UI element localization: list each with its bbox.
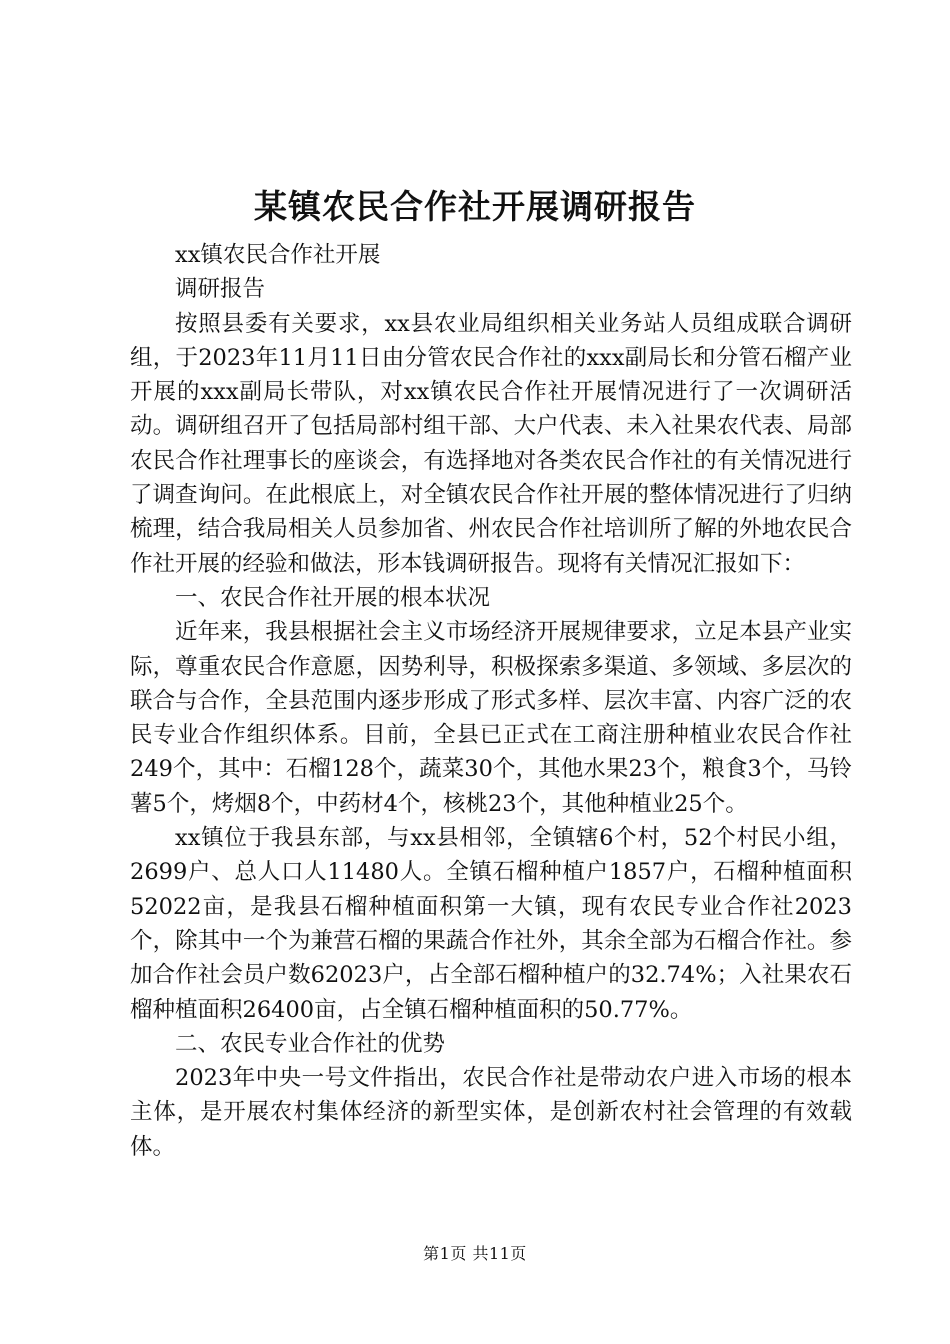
town-overview-paragraph: xx镇位于我县东部，与xx县相邻，全镇辖6个村，52个村民小组，2699户、总人口人11480人。全镇石榴种植户1857户，石榴种植面积52022亩，是我县石榴种植面积第一大镇，现有农民专业合作社2023个，除其中一个为兼营石榴的果蔬合作社外，其余全部为石榴合作社。参加合作社会员户数62023户，占全部石榴种植户的32.74%；入社果农石榴种植面积26400亩，占全镇石榴种植面积的50.77%。 bbox=[130, 825, 852, 1023]
section-heading-1: 一、农民合作社开展的根本状况 bbox=[175, 584, 491, 611]
document-title: 某镇农民合作社开展调研报告 bbox=[254, 187, 696, 226]
intro-paragraph: 按照县委有关要求，xx县农业局组织相关业务站人员组成联合调研组，于2023年11月11日由分管农民合作社的xxx副局长和分管石榴产业开展的xxx副局长带队，对xx镇农民合作社开展情况进行了一次调研活动。调研组召开了包括局部村组干部、大户代表、未入社果农代表、局部农民合作社理事长的座谈会，有选择地对各类农民合作社的有关情况进行了调查询问。在此根底上，对全镇农民合作社开展的整体情况进行了归纳梳理，结合我局相关人员参加省、州农民合作社培训所了解的外地农民合作社开展的经验和做法，形本钱调研报告。现将有关情况汇报如下： bbox=[130, 310, 852, 577]
document-body bbox=[130, 238, 852, 1164]
section-2-paragraph: 2023年中央一号文件指出，农民合作社是带动农户进入市场的根本主体，是开展农村集体经济的新型实体，是创新农村社会管理的有效载体。 bbox=[130, 1065, 852, 1160]
section-1-paragraph: 近年来，我县根据社会主义市场经济开展规律要求，立足本县产业实际，尊重农民合作意愿，因势利导，积极探索多渠道、多领域、多层次的联合与合作，全县范围内逐步形成了形式多样、层次丰富、内容广泛的农民专业合作组织体系。目前，全县已正式在工商注册种植业农民合作社249个，其中：石榴128个，蔬菜30个，其他水果23个，粮食3个，马铃薯5个，烤烟8个，中药材4个，核桃23个，其他种植业25个。 bbox=[130, 619, 852, 817]
subtitle-line-1: xx镇农民合作社开展 bbox=[175, 242, 381, 268]
section-heading-2: 二、农民专业合作社的优势 bbox=[175, 1030, 446, 1057]
subtitle-line-2: 调研报告 bbox=[175, 276, 266, 303]
page-number-footer: 第1页 共11页 bbox=[423, 1244, 527, 1263]
